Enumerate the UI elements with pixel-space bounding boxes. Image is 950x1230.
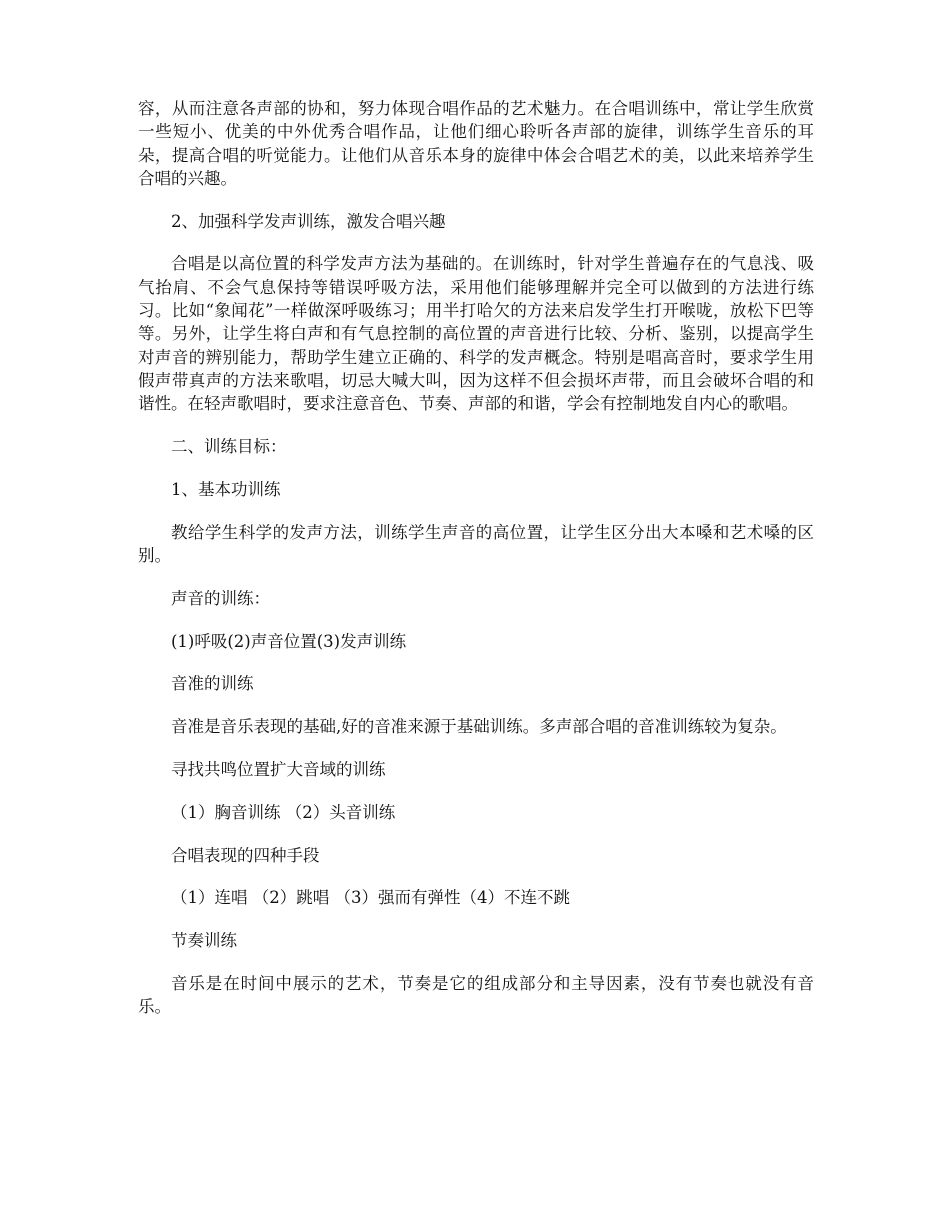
section-heading-training-goals: 二、训练目标： — [171, 437, 287, 457]
paragraph-continuation: 容，从而注意各声部的协和，努力体现合唱作品的艺术魅力。在合唱训练中，常让学生欣赏一些短小、优美的中外优秀合唱作品，让他们细心聆听各声部的旋律，训练学生音乐的耳朵，提高合唱的听觉能力。让他们从音乐本身的旋律中体会合唱艺术的美，以此来培养学生合唱的兴趣。 — [138, 99, 814, 188]
subheading-basic-skills: 1、基本功训练 — [171, 479, 281, 499]
list-voice-training: (1)呼吸(2)声音位置(3)发声训练 — [171, 631, 407, 651]
paragraph-rhythm-training: 音乐是在时间中展示的艺术，节奏是它的组成部分和主导因素，没有节奏也就没有音乐。 — [138, 973, 814, 1017]
list-resonance-training: （1）胸音训练 （2）头音训练 — [171, 802, 396, 822]
paragraph-pitch-training: 音准是音乐表现的基础,好的音准来源于基础训练。多声部合唱的音准训练较为复杂。 — [171, 717, 787, 737]
subheading-rhythm-training: 节奏训练 — [171, 931, 237, 951]
paragraph-vocal-method: 合唱是以高位置的科学发声方法为基础的。在训练时，针对学生普遍存在的气息浅、吸气抬肩、不会气息保持等错误呼吸方法，采用他们能够理解并完全可以做到的方法进行练习。比如“象闻花”一样做深呼吸练习；用半打哈欠的方法来启发学生打开喉咙，放松下巴等等。另外，让学生将白声和有气息控制的高位置的声音进行比较、分析、鉴别，以提高学生对声音的辨别能力，帮助学生建立正确的、科学的发声概念。特别是唱高音时，要求学生用假声带真声的方法来歌唱，切忌大喊大叫，因为这样不但会损坏声带，而且会破坏合唱的和谐性。在轻声歌唱时，要求注意音色、节奏、声部的和谐，学会有控制地发自内心的歌唱。 — [138, 254, 814, 414]
section-heading-vocal-training: 2、加强科学发声训练，激发合唱兴趣 — [171, 211, 446, 231]
document-page — [138, 97, 814, 1038]
subheading-pitch-training: 音准的训练 — [171, 674, 254, 694]
subheading-voice-training: 声音的训练： — [171, 588, 270, 608]
subheading-resonance-training: 寻找共鸣位置扩大音域的训练 — [171, 759, 386, 779]
paragraph-basic-skills: 教给学生科学的发声方法，训练学生声音的高位置，让学生区分出大本嗓和艺术嗓的区别。 — [138, 522, 814, 565]
list-four-techniques: （1）连唱 （2）跳唱 （3）强而有弹性（4）不连不跳 — [171, 888, 570, 908]
subheading-four-techniques: 合唱表现的四种手段 — [171, 845, 320, 865]
